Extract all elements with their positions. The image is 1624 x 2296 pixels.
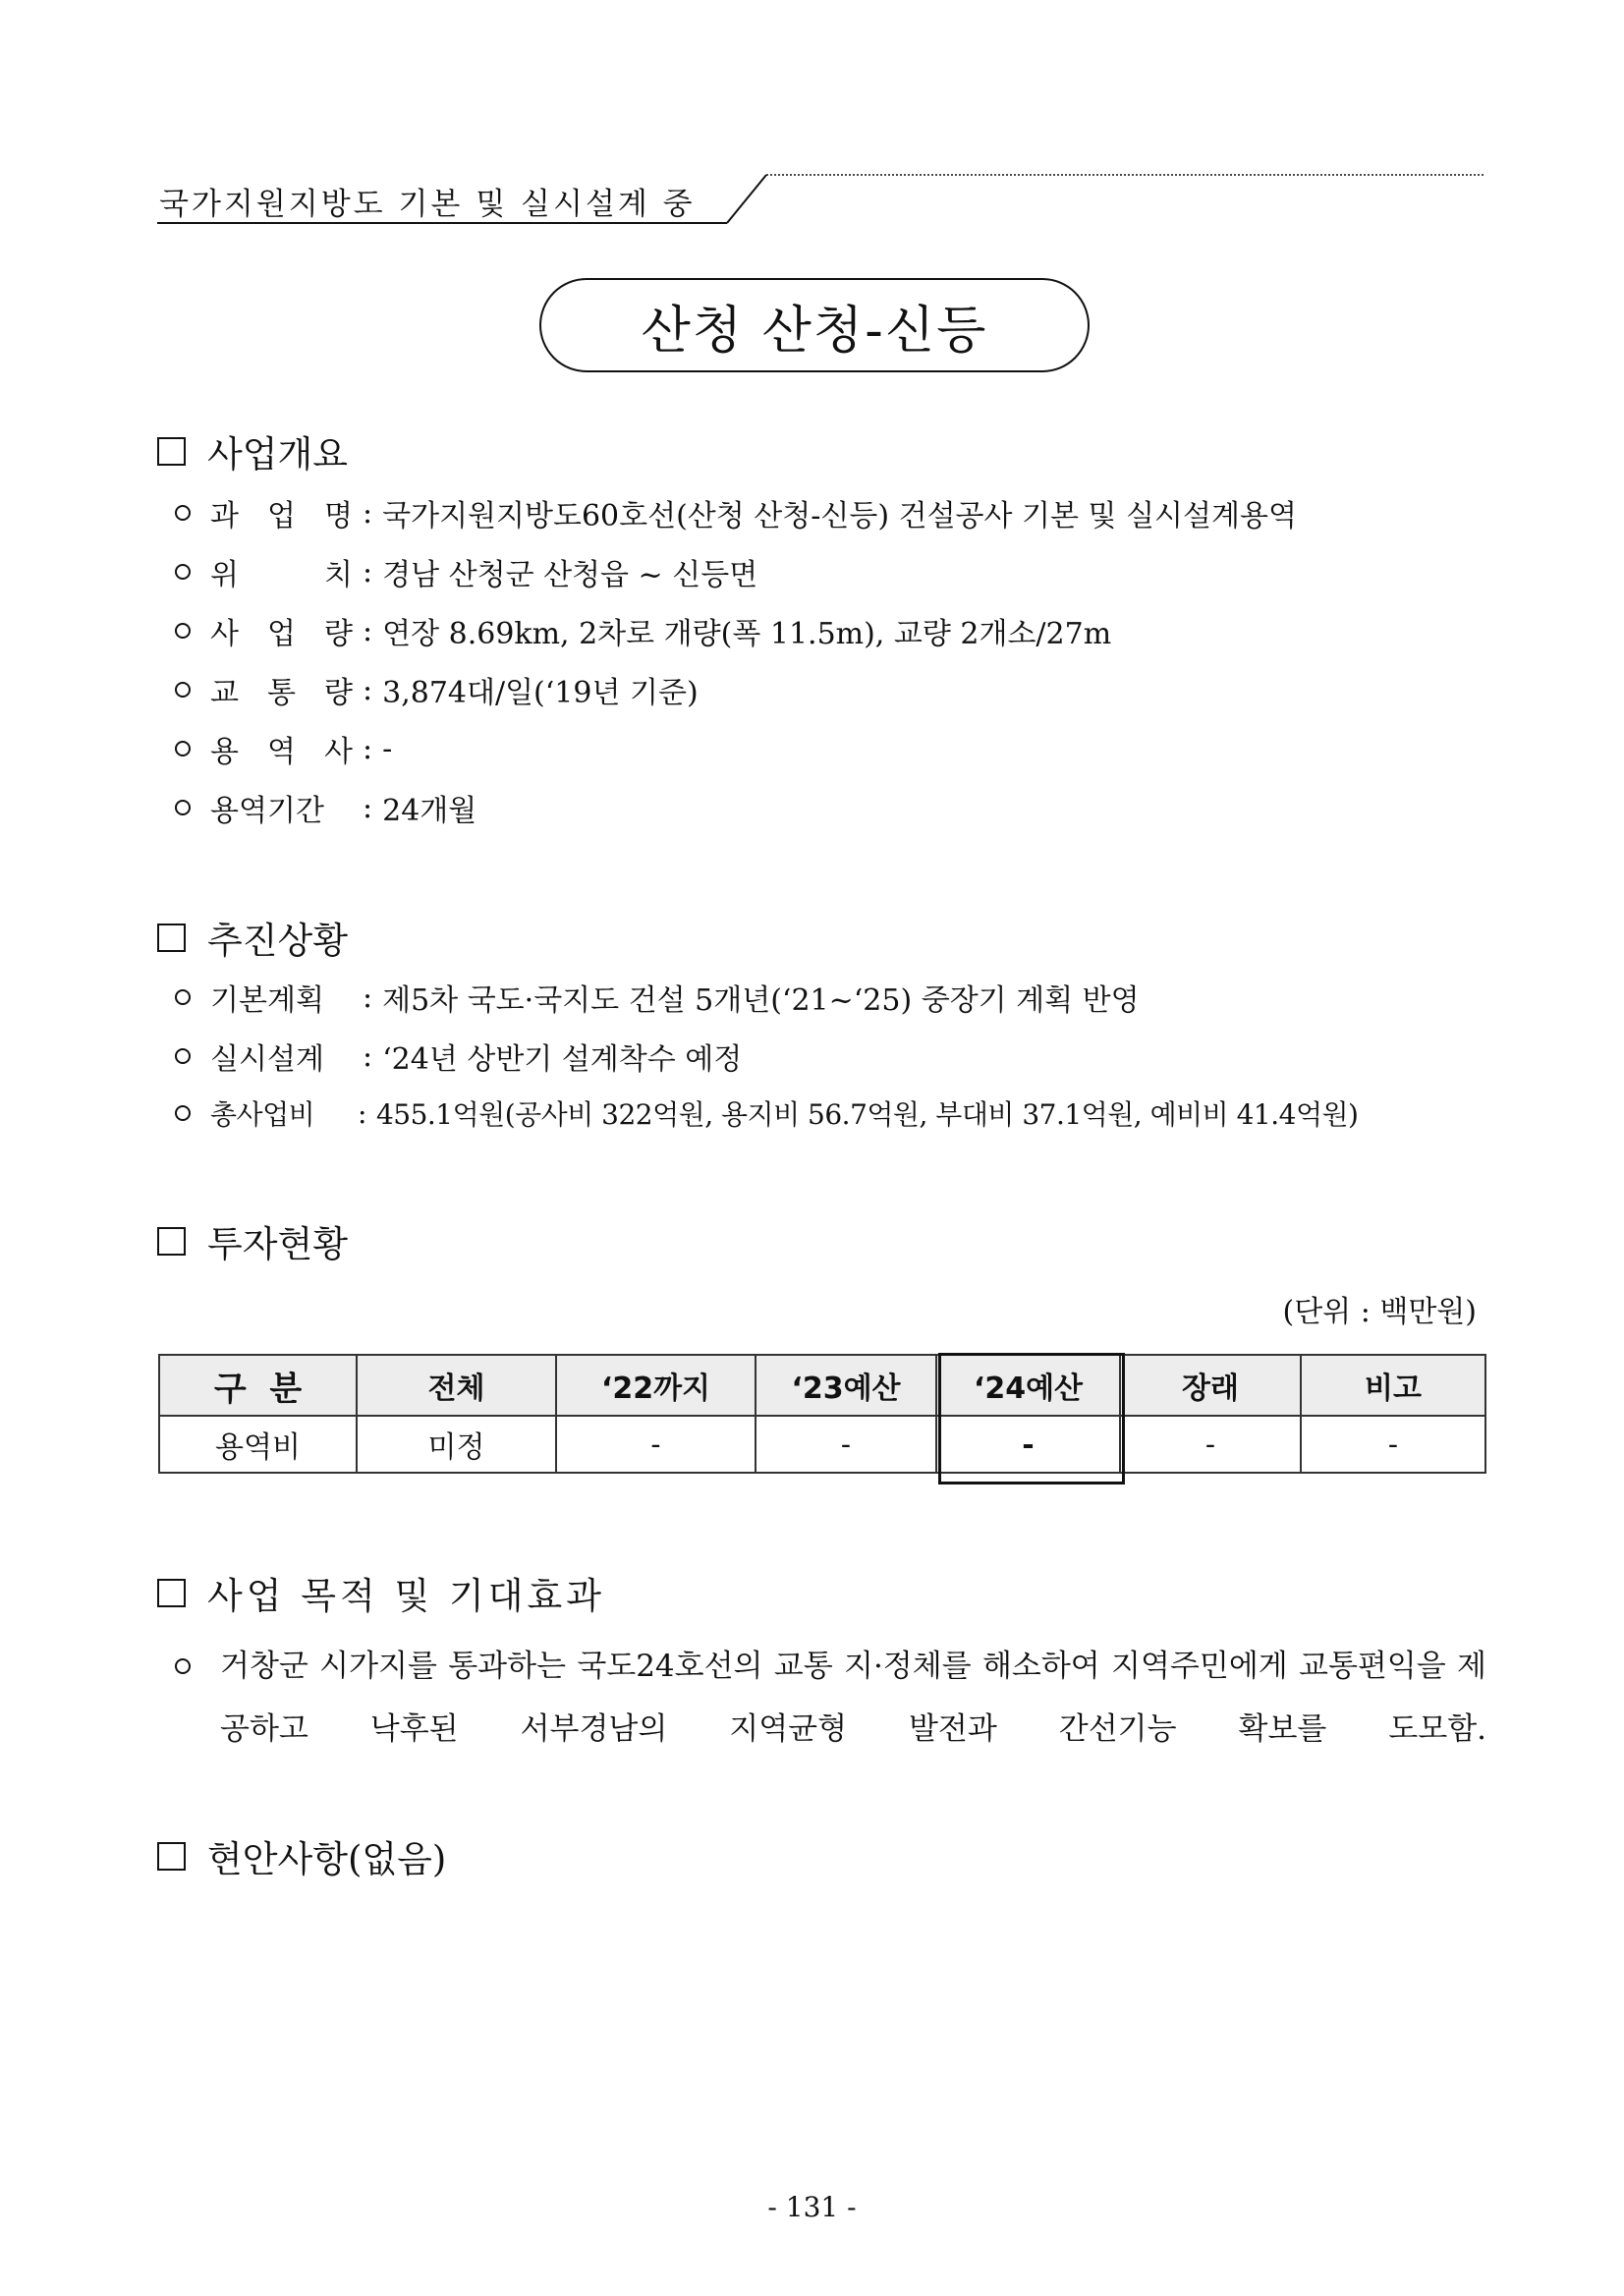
table-cell: - [756,1416,936,1473]
list-item [175,609,1111,652]
section-purpose [157,1566,605,1619]
page-number: - 131 - [767,2191,857,2223]
checkbox-square-icon [157,1227,186,1256]
list-item [175,786,476,829]
separator: : [363,613,373,648]
list-item [175,1093,1358,1133]
item-label: 총사업비 [210,1098,315,1131]
unit-note: (단위 : 백만원) [1282,1295,1477,1329]
table-header-row [159,1355,1485,1416]
circle-bullet-icon [175,623,191,639]
section-overview [157,424,348,477]
item-value: 연장 8.69km, 2차로 개량(폭 11.5m), 교량 2개소/27m [382,617,1112,651]
list-item [175,668,699,711]
separator: : [363,980,373,1015]
separator: : [363,790,373,825]
table-header-cell: 비고 [1301,1355,1485,1416]
table-cell: - [936,1416,1120,1473]
list-item [175,727,392,770]
item-label: 사 업 량 [210,617,353,651]
section-title: 사업 목적 및 기대효과 [207,1575,605,1617]
circle-bullet-icon [175,505,191,521]
table-header-cell: ‘22까지 [556,1355,756,1416]
investment-table [158,1354,1486,1474]
item-value: 3,874대/일(‘19년 기준) [382,676,699,710]
circle-bullet-icon [175,1105,191,1121]
table-header-cell: ‘24예산 [936,1355,1120,1416]
item-value: 국가지원지방도60호선(산청 산청-신등) 건설공사 기본 및 실시설계용역 [382,499,1297,533]
item-value: 제5차 국도·국지도 건설 5개년(‘21~‘25) 중장기 계획 반영 [382,983,1140,1018]
separator: : [363,1038,373,1074]
list-item [175,1035,742,1078]
circle-bullet-icon [175,564,191,580]
item-label: 용역기간 [210,794,324,828]
table-header-cell: 구 분 [159,1355,357,1416]
title-box [539,278,1090,372]
item-label: 용 역 사 [210,735,353,769]
item-value: 455.1억원(공사비 322억원, 용지비 56.7억원, 부대비 37.1억원, 예비비 41.4억원) [375,1098,1359,1131]
checkbox-square-icon [157,1579,186,1607]
separator: : [363,731,373,766]
section-issues [157,1829,446,1882]
separator: : [363,672,373,707]
item-value: - [382,731,393,766]
circle-bullet-icon [175,989,191,1005]
table-cell: - [1120,1416,1301,1473]
item-label: 위 치 [210,558,353,592]
separator: : [358,1096,366,1130]
purpose-paragraph [175,1635,1486,1761]
table-header-cell: 장래 [1120,1355,1301,1416]
table-header-cell: 전체 [357,1355,556,1416]
section-title: 추진상황 [207,920,348,962]
header-text: 국가지원지방도 기본 및 실시설계 중 [159,187,696,222]
section-investment [157,1214,348,1267]
item-label: 기본계획 [210,983,324,1018]
page-title: 산청 산청-신등 [641,301,988,361]
section-progress [157,911,348,964]
list-item [175,491,1297,534]
list-item [175,550,757,593]
circle-bullet-icon [175,741,191,756]
separator: : [363,495,373,531]
circle-bullet-icon [175,682,191,698]
running-header [157,165,1484,226]
item-label: 실시설계 [210,1042,324,1077]
item-value: 경남 산청군 산청읍 ~ 신등면 [382,558,758,592]
item-label: 과 업 명 [210,499,353,533]
paragraph-text: 거창군 시가지를 통과하는 국도24호선의 교통 지·정체를 해소하여 지역주민에게 교통편익을 제공하고 낙후된 서부경남의 지역균형 발전과 간선기능 확보를 도모함. [220,1649,1486,1747]
section-title: 투자현황 [207,1223,348,1265]
checkbox-square-icon [157,1842,186,1871]
checkbox-square-icon [157,437,186,466]
list-item [175,976,1140,1019]
table-cell: 용역비 [159,1416,357,1473]
circle-bullet-icon [175,1658,191,1674]
table-row [159,1416,1485,1473]
item-label: 교 통 량 [210,676,353,710]
section-title: 사업개요 [207,433,348,476]
section-title: 현안사항(없음) [207,1838,447,1880]
checkbox-square-icon [157,924,186,952]
circle-bullet-icon [175,800,191,815]
table-cell: 미정 [357,1416,556,1473]
item-value: 24개월 [382,794,477,828]
circle-bullet-icon [175,1048,191,1064]
separator: : [363,554,373,589]
table-header-cell: ‘23예산 [756,1355,936,1416]
item-value: ‘24년 상반기 설계착수 예정 [382,1042,743,1077]
table-cell: - [1301,1416,1485,1473]
table-cell: - [556,1416,756,1473]
